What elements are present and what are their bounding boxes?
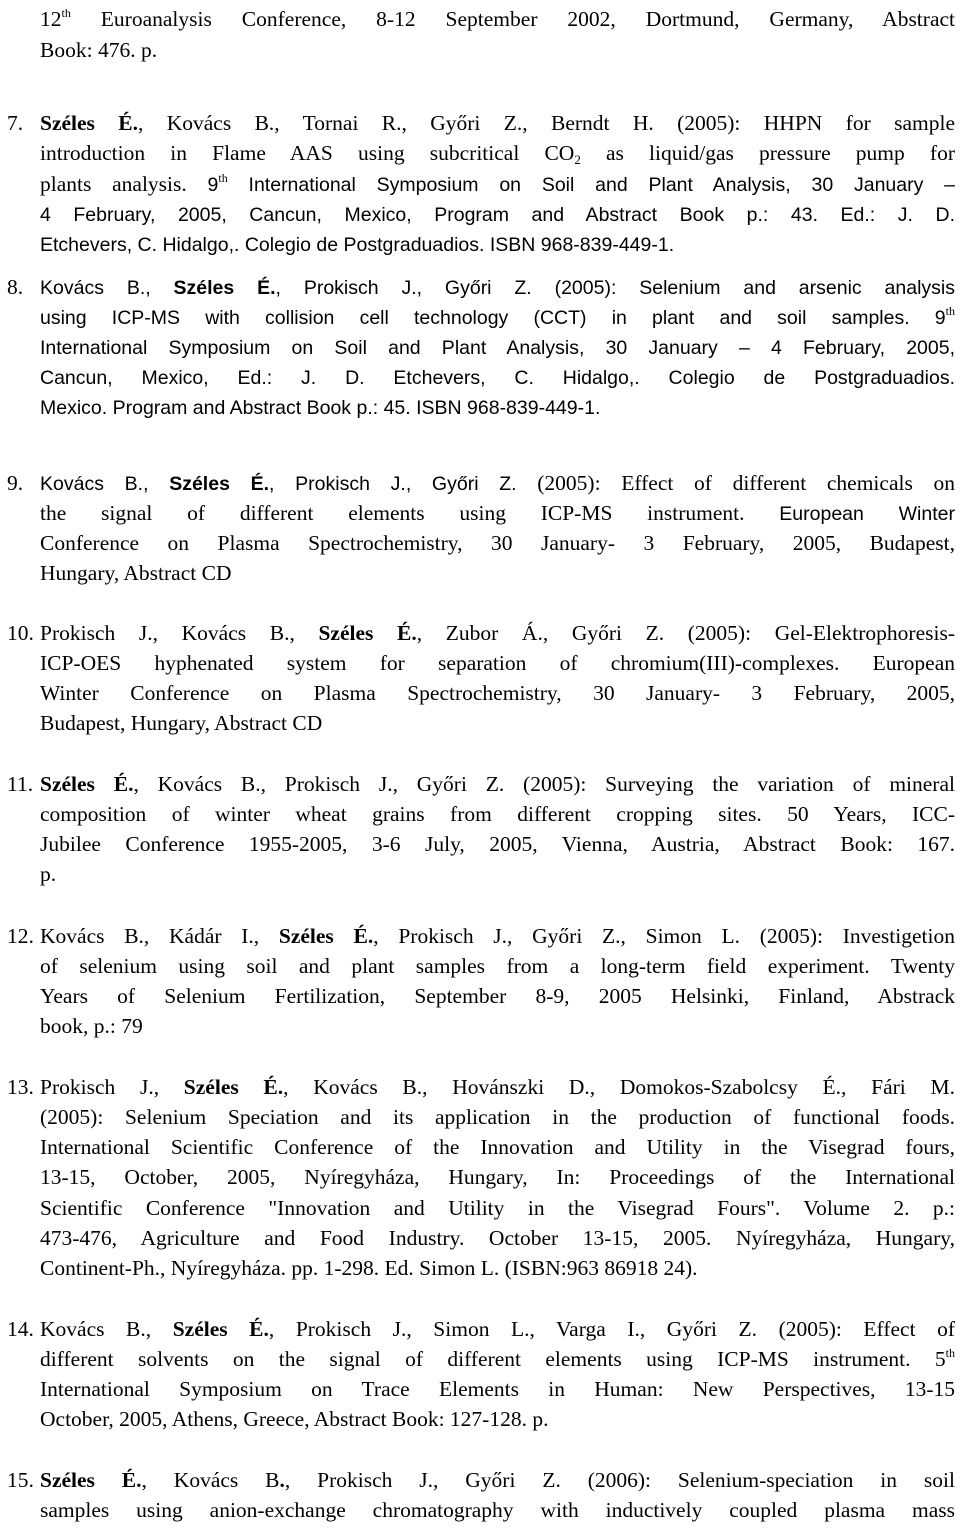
reference-line <box>40 140 955 166</box>
reference-line <box>40 530 955 556</box>
text-segment: Kovács B., Kádár I., <box>40 924 279 948</box>
text-segment: samples using anion-exchange chromatography with inductively coupled plasma mass <box>40 1498 955 1522</box>
reference-line <box>40 861 56 887</box>
entry-number: 9. <box>7 471 24 495</box>
reference-line <box>40 1225 955 1251</box>
reference-line <box>40 1074 955 1100</box>
reference-line <box>40 1467 955 1493</box>
text-segment: Kovács B., <box>40 277 174 299</box>
author-highlight: Széles É. <box>40 772 134 796</box>
text-segment: , Zubor Á., Győri Z. (2005): Gel-Elektrophoresis- <box>416 621 955 645</box>
reference-line <box>40 1013 143 1039</box>
text-segment: October, 2005, Athens, Greece, Abstract Book: 127-128. p. <box>40 1407 549 1431</box>
reference-line <box>40 1134 955 1160</box>
text-segment: Jubilee Conference 1955-2005, 3-6 July, 2005, Vienna, Austria, Abstract Book: 167. <box>40 832 955 856</box>
reference-line <box>40 801 955 827</box>
text-segment: , Prokisch J., Győri Z. (2005): Selenium and arsenic analysis <box>275 277 955 299</box>
text-segment: , Kovács B., Tornai R., Győri Z., Berndt H. (2005): HHPN for sample <box>138 111 955 135</box>
text-segment: 4 February, 2005, Cancun, Mexico, Program and Abstract Book p.: 43. Ed.: J. D. <box>40 204 955 226</box>
author-highlight: . <box>279 1468 285 1492</box>
reference-line <box>40 1376 955 1402</box>
reference-line <box>40 231 674 258</box>
text-segment: , Prokisch J., Győri Z. <box>269 473 538 495</box>
author-highlight: Széles É. <box>183 1075 284 1099</box>
reference-line <box>40 1255 697 1281</box>
text-segment: Etchevers, C. Hidalgo,. Colegio de Postgraduadios. ISBN 968-839-449-1. <box>40 234 675 256</box>
text-segment: as liquid/gas pressure pump for <box>580 141 955 165</box>
text-segment: ICP-OES hyphenated system for separation of chromium(III)-complexes. European <box>40 651 955 675</box>
text-segment: book, p.: 79 <box>40 1014 143 1038</box>
reference-line <box>40 201 955 228</box>
text-segment: , Kovács B., Prokisch J., Győri Z. (2005): Surveying the variation of mineral <box>133 772 955 796</box>
reference-line <box>40 953 955 979</box>
entry-number: 10. <box>7 621 34 645</box>
reference-line <box>40 334 955 361</box>
text-segment: of selenium using soil and plant samples from a long-term field experiment. Twenty <box>40 954 955 978</box>
text-segment: (2005): Effect of different chemicals on <box>537 471 955 495</box>
text-segment: 12 <box>40 7 62 31</box>
reference-line <box>40 304 955 331</box>
reference-line <box>40 1164 955 1190</box>
reference-line <box>40 1406 548 1432</box>
reference-line <box>40 923 955 949</box>
text-segment: , Kovács B <box>141 1468 280 1492</box>
reference-line <box>40 1104 955 1130</box>
author-highlight: Széles É. <box>169 473 270 495</box>
text-segment: Years of Selenium Fertilization, September 8-9, 2005 Helsinki, Finland, Abstrack <box>40 984 955 1008</box>
entry-number: 12. <box>7 924 34 948</box>
reference-line <box>40 394 600 421</box>
text-segment: Prokisch J., <box>40 1075 184 1099</box>
reference-line <box>40 470 955 497</box>
text-segment: Winter Conference on Plasma Spectrochemistry, 30 January- 3 February, 2005, <box>40 681 955 705</box>
reference-line <box>40 710 322 736</box>
text-segment: , Prokisch J., Győri Z., Simon L. (2005): Investigetion <box>373 924 955 948</box>
author-highlight: Széles É. <box>318 621 417 645</box>
text-segment: European Winter <box>779 503 955 525</box>
text-segment: Prokisch J., Kovács B., <box>40 621 319 645</box>
text-segment: Budapest, Hungary, Abstract CD <box>40 711 323 735</box>
text-segment: , Prokisch J., Simon L., Varga I., Győri Z. (2005): Effect of <box>268 1317 955 1341</box>
reference-line <box>40 680 955 706</box>
text-segment: 473-476, Agriculture and Food Industry. October 13-15, 2005. Nyíregyháza, Hungary, <box>40 1226 955 1250</box>
text-segment: International Scientific Conference of the Innovation and Utility in the Visegrad fours, <box>40 1135 955 1159</box>
text-segment: using ICP-MS with collision cell technology (CCT) in plant and soil samples. 9 <box>40 307 946 329</box>
author-highlight: Széles É. <box>172 1317 269 1341</box>
text-segment: (2005): Selenium Speciation and its application in the production of functional foods. <box>40 1105 955 1129</box>
reference-line <box>40 171 955 198</box>
text-segment: Book: 476. p. <box>40 38 158 62</box>
reference-line <box>40 1346 955 1372</box>
text-segment: introduction in Flame AAS using subcritical CO <box>40 141 575 165</box>
reference-line <box>40 6 955 32</box>
text-segment: 2 <box>574 152 581 167</box>
entry-number: 11. <box>7 772 34 796</box>
text-segment: 13-15, October, 2005, Nyíregyháza, Hungary, In: Proceedings of the International <box>40 1165 955 1189</box>
reference-line <box>40 831 955 857</box>
reference-line <box>40 983 955 1009</box>
reference-line <box>40 620 955 646</box>
text-segment: Kovács B., <box>40 1317 173 1341</box>
text-segment: , Prokisch J., Győri Z. (2006): Selenium-speciation in soil <box>284 1468 955 1492</box>
author-highlight: Széles É. <box>40 1468 142 1492</box>
reference-line <box>40 274 955 301</box>
text-segment: th <box>945 304 955 318</box>
entry-number: 15. <box>7 1468 34 1492</box>
text-segment: Conference on Plasma Spectrochemistry, 30 January- 3 February, 2005, Budapest, <box>40 531 955 555</box>
author-highlight: Széles É. <box>278 924 374 948</box>
text-segment: 9 <box>207 174 219 196</box>
author-highlight: Széles É. <box>173 277 276 299</box>
reference-line <box>40 1195 955 1221</box>
reference-line <box>40 37 157 63</box>
text-segment: International Symposium on Soil and Plant Analysis, 30 January – 4 February, 2005, <box>40 337 955 359</box>
text-segment: th <box>61 6 71 20</box>
entry-number: 7. <box>7 111 24 135</box>
entry-number: 14. <box>7 1317 34 1341</box>
reference-line <box>40 500 955 527</box>
reference-line <box>40 1497 955 1523</box>
text-segment: International Symposium on Trace Elements in Human: New Perspectives, 13-15 <box>40 1377 955 1401</box>
reference-line <box>40 560 231 586</box>
entry-number: 8. <box>7 275 24 299</box>
text-segment: p. <box>40 862 57 886</box>
text-segment: , Kovács B., Hovánszki D., Domokos-Szabolcsy É., Fári M. <box>283 1075 955 1099</box>
reference-line <box>40 110 955 136</box>
entry-number: 13. <box>7 1075 34 1099</box>
text-segment: Hungary, Abstract CD <box>40 561 232 585</box>
text-segment: composition of winter wheat grains from different cropping sites. 50 Years, ICC- <box>40 802 955 826</box>
text-segment: Cancun, Mexico, Ed.: J. D. Etchevers, C. Hidalgo,. Colegio de Postgraduadios. <box>40 367 955 389</box>
text-segment: Continent-Ph., Nyíregyháza. pp. 1-298. Ed. Simon L. (ISBN:963 86918 24). <box>40 1256 698 1280</box>
reference-line <box>40 1316 955 1342</box>
text-segment: th <box>218 171 228 185</box>
text-segment: plants analysis. <box>40 172 208 196</box>
text-segment: Euroanalysis Conference, 8-12 September 2002, Dortmund, Germany, Abstract <box>70 7 955 31</box>
text-segment: Kovács B., <box>40 473 170 495</box>
text-segment: different solvents on the signal of different elements using ICP-MS instrument. 5 <box>40 1347 946 1371</box>
text-segment: the signal of different elements using ICP-MS instrument. <box>40 501 780 525</box>
text-segment: International Symposium on Soil and Plant Analysis, 30 January – <box>227 174 956 196</box>
reference-line <box>40 650 955 676</box>
reference-line <box>40 364 955 391</box>
author-highlight: Széles É. <box>40 111 138 135</box>
reference-line <box>40 771 955 797</box>
text-segment: th <box>945 1346 955 1360</box>
text-segment: Scientific Conference "Innovation and Utility in the Visegrad Fours". Volume 2. p.: <box>40 1196 955 1220</box>
text-segment: Mexico. Program and Abstract Book p.: 45. ISBN 968-839-449-1. <box>40 397 601 419</box>
